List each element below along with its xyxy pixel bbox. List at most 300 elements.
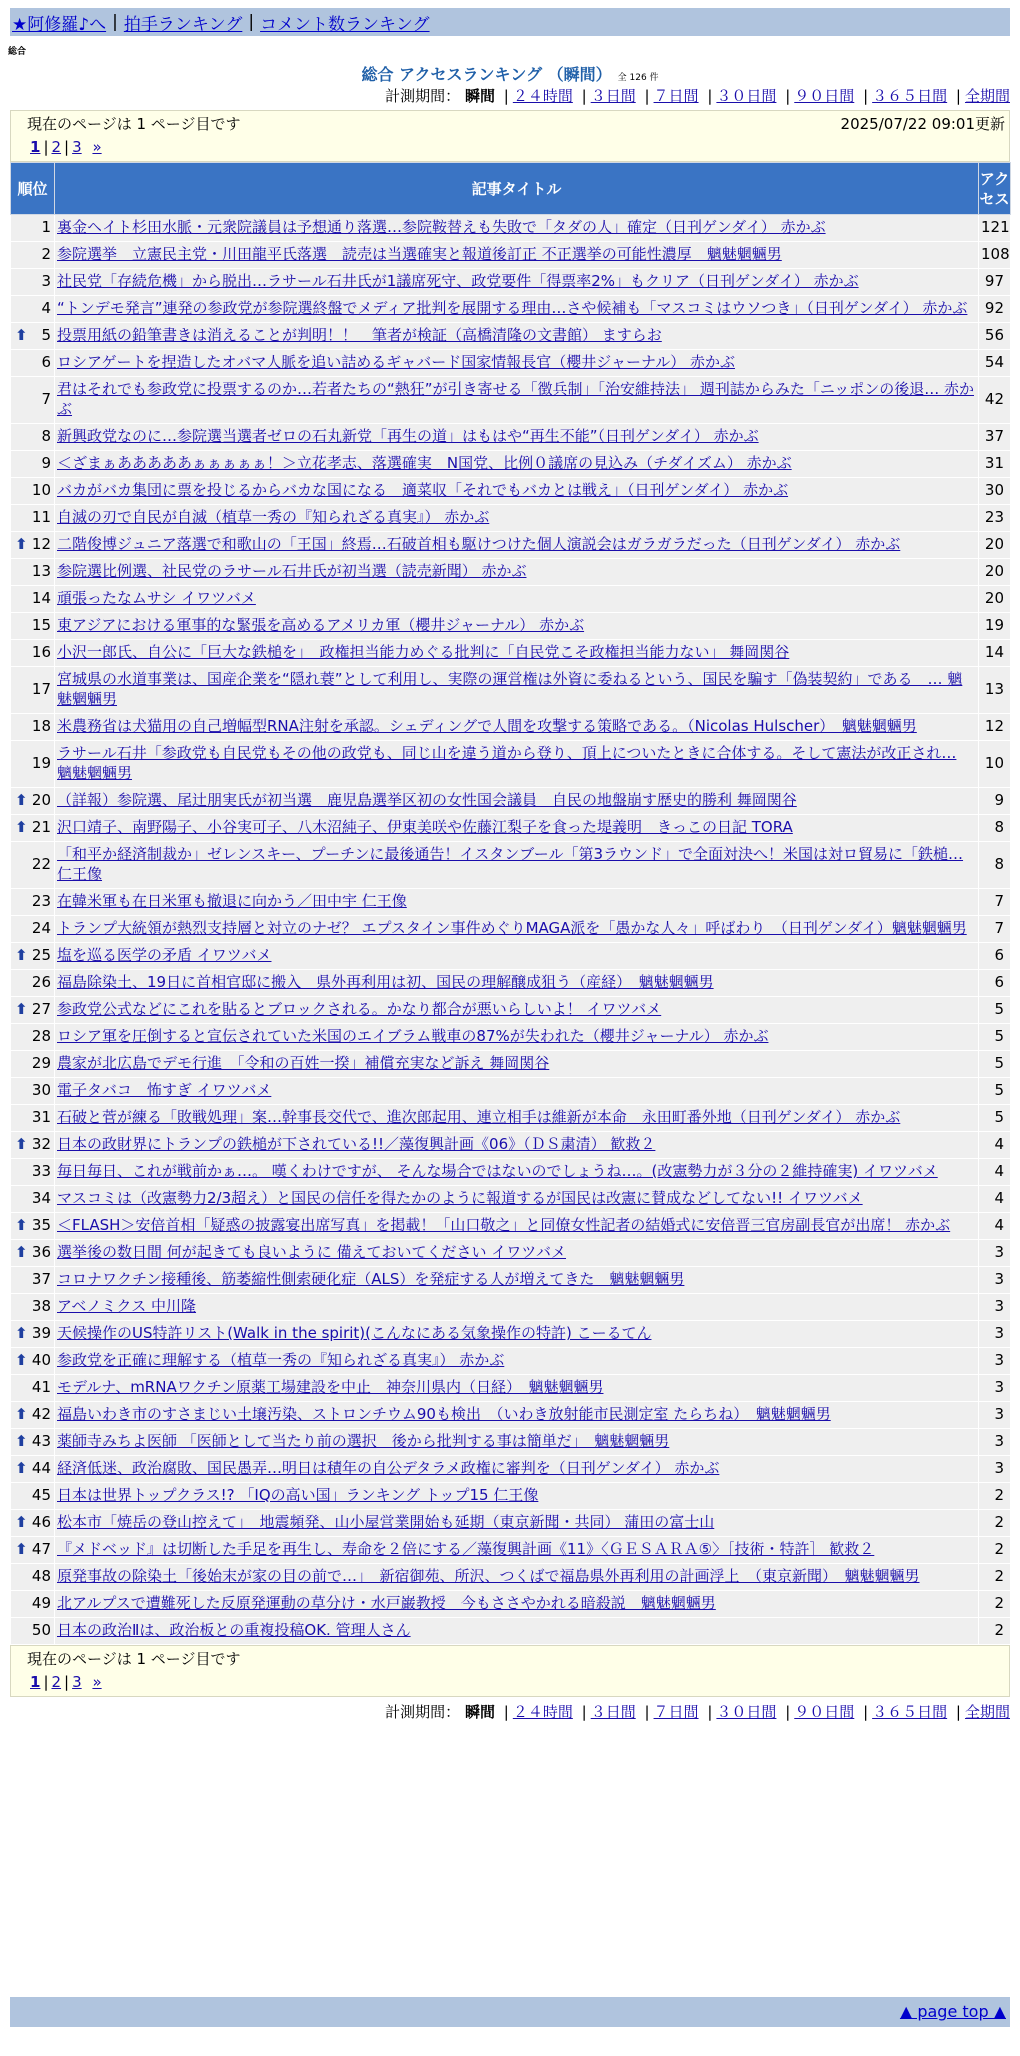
access-count: 31 [979,451,1011,478]
title-cell [55,269,979,296]
article-link[interactable]: 日本の政治Ⅱは、政治板との重複投稿OK. 管理人さん [57,1621,411,1639]
article-link[interactable]: アベノミクス 中川隆 [57,1297,197,1315]
article-link[interactable]: 薬師寺みちよ医師 「医師として当たり前の選択 後から批判する事は簡単だ」 魑魅魍魎男 [57,1432,670,1450]
table-row [11,916,1011,943]
access-count: 3 [979,1375,1011,1402]
title-cell [55,1348,979,1375]
title-cell [55,505,979,532]
table-row [11,667,1011,714]
access-count: 12 [979,714,1011,741]
table-row [11,1213,1011,1240]
article-link[interactable]: 『メドベッド』は切断した手足を再生し、寿命を２倍にする／藻復興計画《11》〈ＧＥＳＡＲＡ⑤〉［技術・特許］ 歓救２ [57,1540,875,1558]
period-current-bottom: 瞬間 [464,1703,495,1721]
table-row [11,1456,1011,1483]
article-link[interactable]: 小沢一郎氏、自公に「巨大な鉄槌を」 政権担当能力めぐる批判に「自民党こそ政権担当能力ない」 舞岡関谷 [57,643,790,661]
access-count: 37 [979,424,1011,451]
title-cell [55,1186,979,1213]
rank-cell [11,296,55,323]
access-count: 4 [979,1132,1011,1159]
rank-cell [11,970,55,997]
rank-number: 16 [31,643,51,661]
rank-number: 39 [31,1324,51,1342]
access-count: 6 [979,943,1011,970]
rank-number: 42 [31,1405,51,1423]
title-cell [55,997,979,1024]
rank-up-arrow-icon: ⬆ [15,1459,28,1477]
title-cell [55,1051,979,1078]
rank-cell [11,815,55,842]
rank-cell [11,1024,55,1051]
page-top-link[interactable]: ▲ page top ▲ [899,2002,1006,2021]
title-cell [55,1618,979,1645]
rank-number: 21 [31,818,51,836]
title-cell [55,1078,979,1105]
period-label: 計測期間： [385,87,461,105]
rank-number: 3 [41,272,51,290]
table-row [11,451,1011,478]
rank-cell [11,215,55,242]
table-row [11,350,1011,377]
rank-number: 43 [31,1432,51,1450]
title-cell [55,889,979,916]
rank-number: 8 [41,427,51,445]
table-row [11,1591,1011,1618]
rank-cell [11,788,55,815]
article-link[interactable]: 在韓米軍も在日米軍も撤退に向かう／田中宇 仁王像 [57,892,407,910]
rank-cell [11,1429,55,1456]
title-cell [55,1456,979,1483]
article-link[interactable]: （詳報）参院選、尾辻朋実氏が初当選 鹿児島選挙区初の女性国会議員 自民の地盤崩す歴史的勝利 舞岡関谷 [57,791,797,809]
article-link[interactable]: 投票用紙の鉛筆書きは消えることが判明！！ 筆者が検証（高橋清隆の文書館） ますらお [57,326,662,344]
table-row [11,532,1011,559]
rank-number: 25 [31,946,51,964]
table-row [11,424,1011,451]
rank-number: 35 [31,1216,51,1234]
period-option-30d-bottom[interactable]: ３０日間 [716,1703,777,1721]
article-link[interactable]: 原発事故の除染土「後始末が家の目の前で…」 新宿御苑、所沢、つくばで福島県外再利用の計画浮上 （東京新聞） 魑魅魍魎男 [57,1567,920,1585]
title-cell [55,586,979,613]
period-option-90d-bottom[interactable]: ９０日間 [794,1703,855,1721]
rank-number: 46 [31,1513,51,1531]
ranking-title-text: 総合 アクセスランキング （瞬間） [361,65,612,84]
rank-cell [11,889,55,916]
period-label-bottom: 計測期間： [385,1703,461,1721]
nav-link-comment-ranking[interactable]: コメント数ランキング [260,14,430,35]
period-selector-bottom: 計測期間： 瞬間 | ２４時間 | ３日間 | ７日間 | ３０日間 | ９０日間 | ３６５日間 | 全期間 [385,1703,1010,1721]
rank-cell [11,1348,55,1375]
article-link[interactable]: 経済低迷、政治腐敗、国民愚弄…明日は積年の自公デタラメ政権に審判を（日刊ゲンダイ） 赤かぶ [57,1459,720,1477]
rank-cell [11,1618,55,1645]
title-cell [55,1105,979,1132]
title-cell [55,1024,979,1051]
article-link[interactable]: 自滅の刃で自民が自滅（植草一秀の『知られざる真実』） 赤かぶ [57,508,490,526]
rank-cell [11,1213,55,1240]
rank-cell [11,242,55,269]
period-option-90d[interactable]: ９０日間 [794,87,855,105]
updated-timestamp: 2025/07/22 09:01更新 [840,115,1005,133]
article-link[interactable]: “トンデモ発言”連発の参政党が参院選終盤でメディア批判を展開する理由…さや候補も「マスコミはウソつき」（日刊ゲンダイ） 赤かぶ [57,299,968,317]
rank-number: 24 [31,919,51,937]
period-current: 瞬間 [464,87,495,105]
title-cell [55,1564,979,1591]
table-row [11,1564,1011,1591]
table-row [11,1024,1011,1051]
rank-cell [11,1078,55,1105]
rank-number: 38 [31,1297,51,1315]
rank-cell [11,586,55,613]
rank-cell [11,269,55,296]
access-count: 108 [979,242,1011,269]
table-header-row [11,163,1011,215]
rank-cell [11,997,55,1024]
table-row [11,1240,1011,1267]
title-cell [55,242,979,269]
nav-separator: | [248,12,255,32]
title-cell [55,424,979,451]
access-count: 20 [979,586,1011,613]
access-count: 9 [979,788,1011,815]
current-page-text-bottom: 現在のページは 1 ページ目です [27,1650,241,1668]
article-link[interactable]: マスコミは（改憲勢力2/3超え）と国民の信任を得たかのように報道するが国民は改憲に賛成などしてない!! イワツバメ [57,1189,863,1207]
rank-number: 45 [31,1486,51,1504]
access-count: 30 [979,478,1011,505]
rank-cell [11,640,55,667]
access-count: 4 [979,1159,1011,1186]
title-cell [55,532,979,559]
table-row [11,1294,1011,1321]
header-title: 記事タイトル [55,163,979,215]
table-row [11,242,1011,269]
article-link[interactable]: 二階俊博ジュニア落選で和歌山の「王国」終焉…石破首相も駆けつけた個人演説会はガラガラだった（日刊ゲンダイ） 赤かぶ [57,535,901,553]
article-link[interactable]: 日本は世界トップクラス!? 「IQの高い国」ランキング トップ15 仁王像 [57,1486,539,1504]
rank-cell [11,1483,55,1510]
access-count: 6 [979,970,1011,997]
rank-cell [11,1375,55,1402]
access-count: 3 [979,1429,1011,1456]
bottom-bar [10,1997,1010,2027]
table-row [11,1429,1011,1456]
access-count: 2 [979,1537,1011,1564]
rank-cell [11,916,55,943]
rank-number: 49 [31,1594,51,1612]
article-link[interactable]: 塩を巡る医学の矛盾 イワツバメ [57,946,272,964]
title-cell [55,1159,979,1186]
article-link[interactable]: 日本の政財界にトランプの鉄槌が下されている!!／藻復興計画《06》（ＤＳ粛清） 歓救２ [57,1135,656,1153]
period-option-365d-bottom[interactable]: ３６５日間 [872,1703,948,1721]
access-count: 5 [979,1051,1011,1078]
rank-cell [11,1294,55,1321]
table-row [11,323,1011,350]
rank-cell [11,1267,55,1294]
title-cell [55,916,979,943]
rank-number: 32 [31,1135,51,1153]
pager-next-bottom[interactable]: » [92,1673,102,1691]
title-cell [55,451,979,478]
rank-number: 17 [31,680,51,698]
article-link[interactable]: 新興政党なのに…参院選当選者ゼロの石丸新党「再生の道」はもはや“再生不能”（日刊ゲンダイ） 赤かぶ [57,427,759,445]
title-cell [55,1267,979,1294]
title-cell [55,1213,979,1240]
rank-cell [11,323,55,350]
rank-cell [11,559,55,586]
article-link[interactable]: 松本市「焼岳の登山控えて」 地震頻発、山小屋営業開始も延期（東京新聞・共同） 蒲田の富士山 [57,1513,715,1531]
rank-cell [11,1132,55,1159]
article-link[interactable]: ＜FLASH＞安倍首相「疑惑の披露宴出席写真」を掲載！「山口敬之」と同僚女性記者の結婚式に安倍晋三官房副長官が出席！ 赤かぶ [57,1216,951,1234]
pager-page-2[interactable]: 2 [51,138,62,156]
article-link[interactable]: 沢口靖子、南野陽子、小谷実可子、八木沼純子、伊東美咲や佐藤江梨子を食った堤義明 きっこの日記 TORA [57,818,793,836]
table-row [11,1186,1011,1213]
rank-number: 34 [31,1189,51,1207]
title-cell [55,377,979,424]
article-link[interactable]: 米農務省は犬猫用の自己増幅型RNA注射を承認。シェディングで人間を攻撃する策略である。（Nicolas Hulscher） 魑魅魍魎男 [57,717,917,735]
period-option-7d[interactable]: ７日間 [653,87,699,105]
article-link[interactable]: 参政党を正確に理解する（植草一秀の『知られざる真実』） 赤かぶ [57,1351,505,1369]
rank-number: 50 [31,1621,51,1639]
period-selector-top: 計測期間： 瞬間 | ２４時間 | ３日間 | ７日間 | ３０日間 | ９０日間 | ３６５日間 | 全期間 [385,87,1010,105]
period-option-30d[interactable]: ３０日間 [716,87,777,105]
article-link[interactable]: 選挙後の数日間 何が起きても良いように 備えておいてください イワツバメ [57,1243,567,1261]
rank-cell [11,451,55,478]
access-count: 4 [979,1213,1011,1240]
table-row [11,640,1011,667]
article-link[interactable]: モデルナ、mRNAワクチン原薬工場建設を中止 神奈川県内（日経） 魑魅魍魎男 [57,1378,604,1396]
access-count: 4 [979,1186,1011,1213]
pager-current[interactable]: 1 [30,138,41,156]
article-link[interactable]: 裏金ヘイト杉田水脈・元衆院議員は予想通り落選…参院鞍替えも失敗で「タダの人」確定（日刊ゲンダイ） 赤かぶ [57,218,826,236]
period-option-365d[interactable]: ３６５日間 [872,87,948,105]
article-link[interactable]: 「和平か経済制裁か」ゼレンスキー、プーチンに最後通告！イスタンブール「第3ラウンド」で全面対決へ！米国は対ロ貿易に「鉄槌… 仁王像 [57,845,964,883]
article-link[interactable]: 頑張ったなムサシ イワツバメ [57,589,256,607]
pager-current-bottom[interactable]: 1 [30,1673,41,1691]
title-cell [55,350,979,377]
access-count: 20 [979,559,1011,586]
article-link[interactable]: 福島いわき市のすさまじい土壌汚染、ストロンチウム90も検出 （いわき放射能市民測定室 たらちね） 魑魅魍魎男 [57,1405,831,1423]
current-page-text: 現在のページは 1 ページ目です [27,115,241,133]
table-row [11,269,1011,296]
rank-number: 28 [31,1027,51,1045]
rank-cell [11,1321,55,1348]
article-link[interactable]: 毎日毎日、これが戦前かぁ…。 嘆くわけですが、 そんな場合ではないのでしょうね…。(改憲勢力が３分の２維持確実) イワツバメ [57,1162,938,1180]
table-row [11,478,1011,505]
period-option-24h-bottom[interactable]: ２４時間 [512,1703,573,1721]
table-row [11,889,1011,916]
rank-up-arrow-icon: ⬆ [15,818,28,836]
access-count: 2 [979,1483,1011,1510]
title-cell [55,323,979,350]
article-link[interactable]: ロシア軍を圧倒すると宣伝されていた米国のエイブラム戦車の87%が失われた（櫻井ジャーナル） 赤かぶ [57,1027,769,1045]
period-option-7d-bottom[interactable]: ７日間 [653,1703,699,1721]
pager-page-3-bottom[interactable]: 3 [72,1673,82,1691]
table-row [11,1321,1011,1348]
pager-page-2-bottom[interactable]: 2 [51,1673,62,1691]
rank-up-arrow-icon: ⬆ [15,1513,28,1531]
rank-number: 15 [31,616,51,634]
table-row [11,1402,1011,1429]
table-row [11,1105,1011,1132]
rank-cell [11,1456,55,1483]
access-count: 3 [979,1348,1011,1375]
access-count: 19 [979,613,1011,640]
article-link[interactable]: バカがバカ集団に票を投じるからバカな国になる 適菜収「それでもバカとは戦え」（日刊ゲンダイ） 赤かぶ [57,481,789,499]
rank-number: 26 [31,973,51,991]
page-info-bottom [10,1645,1010,1697]
table-row [11,1510,1011,1537]
header-rank: 順位 [11,163,55,215]
article-link[interactable]: 君はそれでも参政党に投票するのか…若者たちの“熱狂”が引き寄せる「徴兵制」「治安維持法」 週刊誌からみた「ニッポンの後退… 赤かぶ [57,380,974,418]
access-count: 3 [979,1456,1011,1483]
table-row [11,613,1011,640]
title-cell [55,1375,979,1402]
rank-number: 48 [31,1567,51,1585]
total-count: 全 126 件 [617,73,659,83]
title-cell [55,1321,979,1348]
pager-top: 1 | 2 | 3 » [30,138,102,156]
access-count: 3 [979,1294,1011,1321]
rank-number: 20 [31,791,51,809]
rank-cell [11,350,55,377]
access-count: 42 [979,377,1011,424]
access-count: 3 [979,1267,1011,1294]
article-link[interactable]: 電子タバコ 怖すぎ イワツバメ [57,1081,272,1099]
nav-separator: | [112,12,118,32]
title-cell [55,1294,979,1321]
rank-cell [11,424,55,451]
title-cell [55,1132,979,1159]
access-count: 121 [979,215,1011,242]
access-count: 5 [979,1024,1011,1051]
table-row [11,559,1011,586]
access-count: 54 [979,350,1011,377]
rank-cell [11,842,55,889]
title-cell [55,478,979,505]
access-count: 5 [979,997,1011,1024]
article-link[interactable]: 社民党「存続危機」から脱出…ラサール石井氏が1議席死守、政党要件「得票率2%」もクリア（日刊ゲンダイ） 赤かぶ [57,272,859,290]
rank-number: 36 [31,1243,51,1261]
table-row [11,1078,1011,1105]
table-row [11,997,1011,1024]
rank-cell [11,1105,55,1132]
rank-up-arrow-icon: ⬆ [15,535,28,553]
rank-number: 1 [41,218,51,236]
article-link[interactable]: トランプ大統領が熱烈支持層と対立のナゼ？ エプスタイン事件めぐりMAGA派を「愚かな人々」呼ばわり （日刊ゲンダイ）魑魅魍魎男 [57,919,967,937]
rank-number: 29 [31,1054,51,1072]
title-cell [55,1429,979,1456]
period-option-3d[interactable]: ３日間 [590,87,636,105]
article-link[interactable]: 農家が北広島でデモ行進 「令和の百姓一揆」補償充実など訴え 舞岡関谷 [57,1054,550,1072]
article-link[interactable]: 福島除染土、19日に首相官邸に搬入 県外再利用は初、国民の理解醸成狙う（産経） 魑魅魍魎男 [57,973,714,991]
access-count: 2 [979,1618,1011,1645]
rank-up-arrow-icon: ⬆ [15,1216,28,1234]
table-row [11,943,1011,970]
rank-number: 4 [41,299,51,317]
title-cell [55,1510,979,1537]
access-count: 7 [979,916,1011,943]
table-row [11,1159,1011,1186]
title-cell [55,970,979,997]
article-link[interactable]: ＜ざまぁあああああぁぁぁぁぁ！＞立花孝志、落選確実 N国党、比例０議席の見込み（チダイズム） 赤かぶ [57,454,792,472]
period-option-all[interactable]: 全期間 [964,87,1010,105]
table-row [11,1483,1011,1510]
access-count: 8 [979,842,1011,889]
article-link[interactable]: 石破と菅が練る「敗戦処理」案…幹事長交代で、進次郎起用、連立相手は維新が本命 永田町番外地（日刊ゲンダイ） 赤かぶ [57,1108,901,1126]
pager-next[interactable]: » [92,138,102,156]
title-cell [55,741,979,788]
article-link[interactable]: 天候操作のUS特許リスト(Walk in the spirit)(こんなにある気象操作の特許) こーるてん [57,1324,652,1342]
rank-cell [11,1510,55,1537]
article-link[interactable]: 東アジアにおける軍事的な緊張を高めるアメリカ軍（櫻井ジャーナル） 赤かぶ [57,616,585,634]
nav-link-asyura[interactable]: ★阿修羅♪へ [12,14,107,35]
rank-number: 14 [31,589,51,607]
period-option-3d-bottom[interactable]: ３日間 [590,1703,636,1721]
rank-number: 27 [31,1000,51,1018]
article-link[interactable]: 宮城県の水道事業は、国産企業を“隠れ蓑”として利用し、実際の運営権は外資に委ねるという、国民を騙す「偽装契約」である … 魑魅魍魎男 [57,670,963,708]
title-cell [55,1537,979,1564]
rank-number: 23 [31,892,51,910]
period-option-all-bottom[interactable]: 全期間 [964,1703,1010,1721]
rank-up-arrow-icon: ⬆ [15,791,28,809]
title-cell [55,1591,979,1618]
pager-page-3[interactable]: 3 [72,138,82,156]
rank-number: 37 [31,1270,51,1288]
rank-number: 12 [31,535,51,553]
title-cell [55,613,979,640]
rank-number: 44 [31,1459,51,1477]
article-link[interactable]: ロシアゲートを捏造したオバマ人脈を追い詰めるギャバード国家情報長官（櫻井ジャーナル） 赤かぶ [57,353,735,371]
rank-number: 47 [31,1540,51,1558]
article-link[interactable]: 北アルプスで遭難死した反原発運動の草分け・水戸巌教授 今もささやかれる暗殺説 魑魅魍魎男 [57,1594,716,1612]
rank-number: 13 [31,562,51,580]
access-count: 5 [979,1078,1011,1105]
top-nav-bar [10,8,1010,36]
rank-cell [11,943,55,970]
table-row [11,741,1011,788]
article-link[interactable]: 参政党公式などにこれを貼るとブロックされる。かなり都合が悪いらしいよ！ イワツバメ [57,1000,662,1018]
table-row [11,1267,1011,1294]
title-cell [55,842,979,889]
rank-number: 9 [41,454,51,472]
rank-number: 22 [31,855,51,873]
table-row [11,586,1011,613]
article-link[interactable]: 参院選挙 立憲民主党・川田龍平氏落選 読売は当選確実と報道後訂正 不正選挙の可能性濃厚 魑魅魍魎男 [57,245,782,263]
rank-number: 10 [31,481,51,499]
rank-cell [11,377,55,424]
title-cell [55,714,979,741]
title-cell [55,788,979,815]
ranking-table [10,162,1011,1645]
table-row [11,842,1011,889]
rank-cell [11,505,55,532]
access-count: 2 [979,1510,1011,1537]
title-cell [55,215,979,242]
period-option-24h[interactable]: ２４時間 [512,87,573,105]
article-link[interactable]: ラサール石井「参政党も自民党もその他の政党も、同じ山を違う道から登り、頂上についたときに合体する。そして憲法が改正され… 魑魅魍魎男 [57,744,957,782]
nav-link-clap-ranking[interactable]: 拍手ランキング [123,14,243,35]
access-count: 7 [979,889,1011,916]
rank-number: 40 [31,1351,51,1369]
article-link[interactable]: 参院選比例選、社民党のラサール石井氏が初当選（読売新聞） 赤かぶ [57,562,527,580]
article-link[interactable]: コロナワクチン接種後、筋萎縮性側索硬化症（ALS）を発症する人が増えてきた 魑魅魍魎男 [57,1270,685,1288]
rank-number: 7 [41,390,51,408]
title-cell [55,1483,979,1510]
rank-cell [11,613,55,640]
rank-up-arrow-icon: ⬆ [15,1540,28,1558]
rank-cell [11,1402,55,1429]
rank-cell [11,1051,55,1078]
access-count: 3 [979,1402,1011,1429]
access-count: 3 [979,1321,1011,1348]
rank-number: 11 [31,508,51,526]
access-count: 2 [979,1591,1011,1618]
